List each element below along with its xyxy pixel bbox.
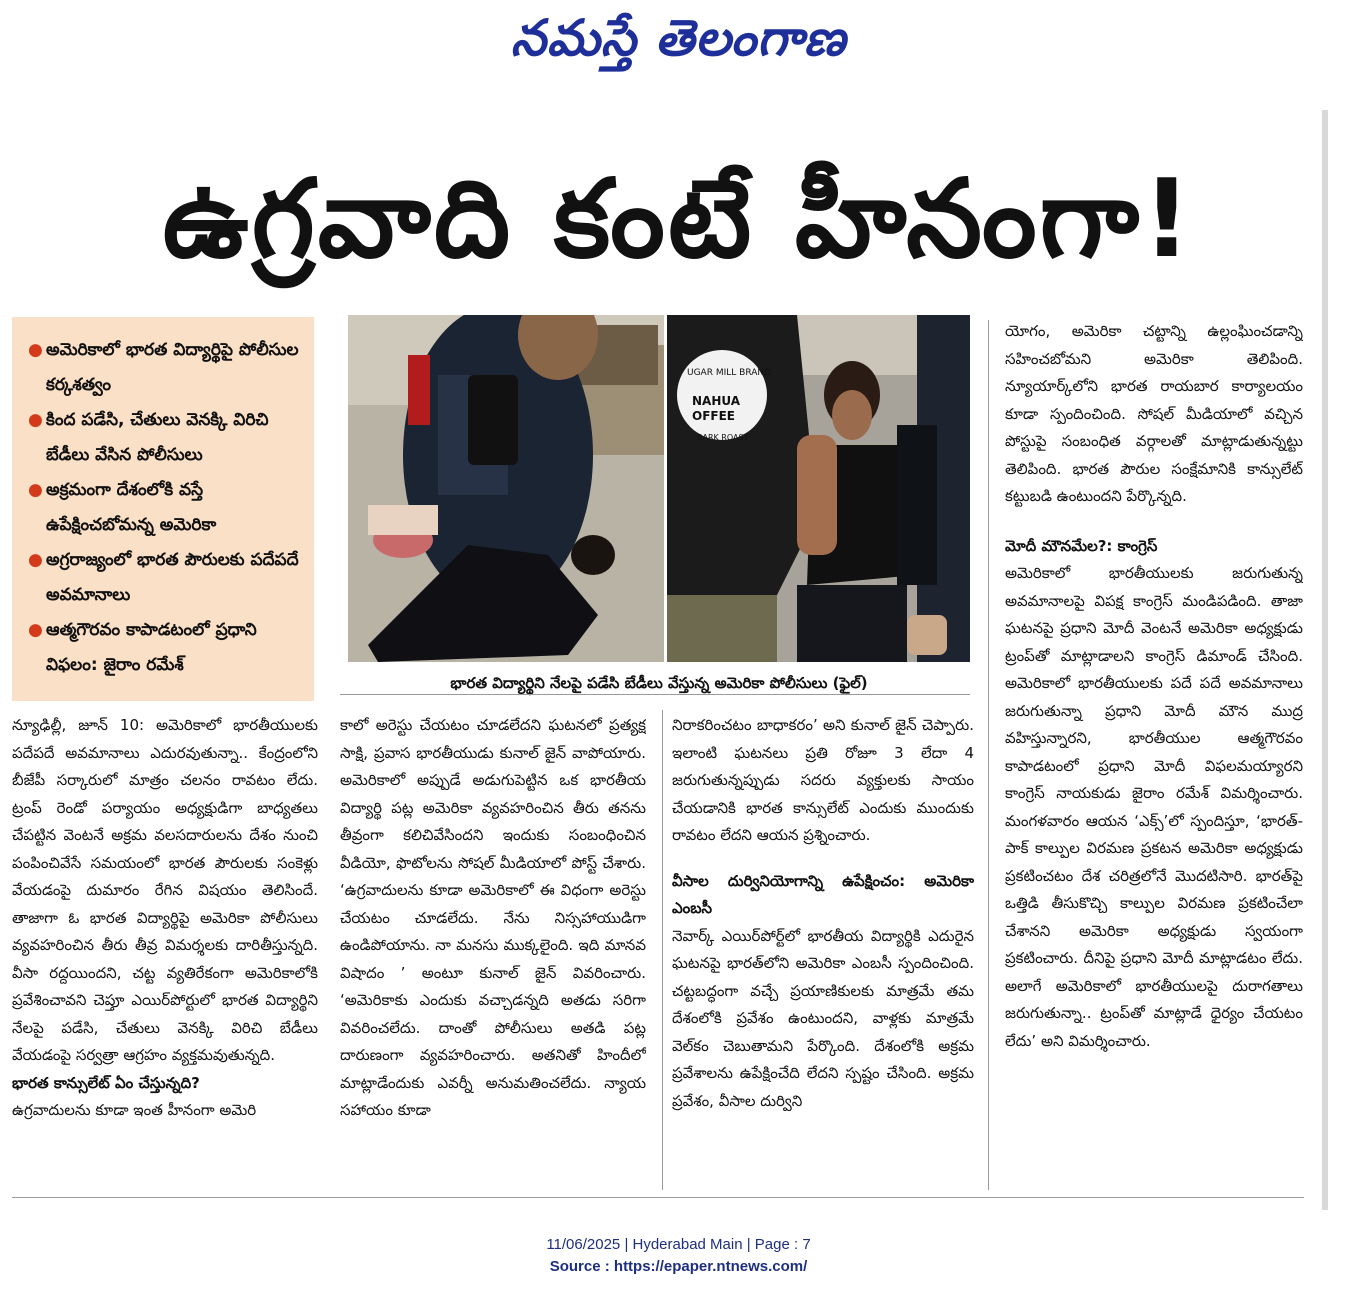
masthead-logo: నమస్తే తెలంగాణ xyxy=(510,8,847,67)
column-divider xyxy=(662,710,663,1190)
highlight-text: ఆత్మగౌరవం కాపాడటంలో ప్రధాని విఫలం: జైరాం రమేశ్ xyxy=(46,620,257,675)
bullet-icon: ● xyxy=(28,480,43,500)
headline: ఉగ్రవాది కంటే హీనంగా! xyxy=(162,157,1195,282)
spacer xyxy=(672,850,974,868)
highlight-text: అగ్రరాజ్యంలో భారత పౌరులకు పదేపదే అవమానాలు xyxy=(46,550,299,605)
bullet-icon: ● xyxy=(28,620,43,640)
article-column-3 xyxy=(672,712,974,1182)
article-paragraph: యోగం, అమెరికా చట్టాన్ని ఉల్లంఘించడాన్ని సహించబోమని అమెరికా తెలిపింది. న్యూయార్క్‌లోని భారత రాయబార కార్యాలయం కూడా స్పందించింది. సోషల్ మీడియాలో వచ్చిన పోస్టుపై సంబంధిత వర్గాలతో మాట్లాడుతున్నట్టు తెలిపింది. భారత పౌరుల సంక్షేమానికి కాన్సులేట్ కట్టుబడి ఉంటుందని పేర్కొన్నది. xyxy=(1005,322,1303,505)
page-edge-shadow xyxy=(1322,110,1328,1210)
article-paragraph: నెవార్క్ ఎయిర్‌పోర్ట్‌లో భారతీయ విద్యార్థికి ఎదురైన ఘటనపై భారత్‌లోని అమెరికా ఎంబసీ స్పందించింది. చట్టబద్ధంగా వచ్చే ప్రయాణికులకు మాత్రమే తమ దేశంలోకి ప్రవేశం ఉంటుందని, వాళ్లకు మాత్రమే వెల్‌కం చెబుతామని పేర్కొంది. దేశంలోకి అక్రమ ప్రవేశాలను ఉపేక్షించేది లేదని స్పష్టం చేసింది. అక్రమ ప్రవేశం, వీసాల దుర్విని xyxy=(672,926,974,1110)
column-divider xyxy=(988,320,989,1190)
footer-source: Source : https://epaper.ntnews.com/ xyxy=(549,1258,808,1275)
shirt-print: BARK ROAST xyxy=(697,433,749,442)
bullet-icon: ● xyxy=(28,550,43,570)
highlight-text: కింద పడేసి, చేతులు వెనక్కి విరిచి బేడీలు వేసిన పోలీసులు xyxy=(46,410,269,465)
photo-left-panel xyxy=(348,315,664,662)
highlight-item xyxy=(28,333,302,403)
shirt-print: NAHUA xyxy=(692,394,741,408)
highlight-text: అక్రమంగా దేశంలోకి వస్తే ఉపేక్షించబోమన్న అమెరికా xyxy=(46,480,217,535)
highlight-item xyxy=(28,473,302,543)
article-subhead: వీసాల దుర్వినియోగాన్ని ఉపేక్షించం: అమెరికా ఎంబసీ xyxy=(672,871,974,917)
highlight-item xyxy=(28,403,302,473)
highlight-item xyxy=(28,613,302,683)
highlights-box xyxy=(12,317,314,701)
bottom-rule xyxy=(12,1197,1304,1198)
footer-date-edition: 11/06/2025 | Hyderabad Main | Page : 7 xyxy=(546,1236,811,1253)
shirt-print: UGAR MILL BRAND xyxy=(687,368,772,378)
bullet-icon: ● xyxy=(28,340,43,360)
article-subhead: మోదీ మౌనమేల?: కాంగ్రెస్ xyxy=(1005,536,1158,555)
spacer xyxy=(1005,511,1303,533)
photo-right-panel xyxy=(667,315,970,662)
photo-caption: భారత విద్యార్థిని నేలపై పడేసి బేడీలు వేస్తున్న అమెరికా పోలీసులు (ఫైల్) xyxy=(450,674,868,692)
bullet-icon: ● xyxy=(28,410,43,430)
article-column-4 xyxy=(1005,318,1303,1188)
article-column-1 xyxy=(12,712,318,1182)
article-paragraph: ఉగ్రవాదులను కూడా ఇంత హీనంగా అమెరి xyxy=(12,1101,257,1119)
article-paragraph: అమెరికాలో భారతీయులకు జరుగుతున్న అవమానాలపై విపక్ష కాంగ్రెస్ మండిపడింది. తాజా ఘటనపై ప్రధాని మోదీ వెంటనే అమెరికా అధ్యక్షుడు ట్రంప్‌తో మాట్లాడాలని కాంగ్రెస్ డిమాండ్ చేసింది. అమెరికాలో భారతీయులకు పదే పదే అవమానాలు జరుగుతున్నా ప్రధాని మోదీ మౌన ముద్ర వహిస్తున్నారని, భారతీయుల ఆత్మగౌరవం కాపాడటంలో ప్రధాని మోదీ విఫలమయ్యారని కాంగ్రెస్ నాయకుడు జైరాం రమేశ్ విమర్శించారు. మంగళవారం ఆయన ‘ఎక్స్’లో స్పందిస్తూ, ‘భారత్-పాక్ కాల్పుల విరమణ ప్రకటన అమెరికా అధ్యక్షుడు ప్రకటించటం దేశ చరిత్రలోనే మొదటిసారి. భారత్‌పై ఒత్తిడి తీసుకొచ్చి కాల్పుల విరమణ ప్రకటించేలా చేశానని అమెరికా అధ్యక్షుడు స్వయంగా ప్రకటించారు. దీనిపై ప్రధాని మోదీ మాట్లాడటం లేదు. అలాగే అమెరికాలో భారతీయులపై దురాగతాలు జరుగుతున్నా.. ట్రంప్‌తో మాట్లాడే ధైర్యం చేయటం లేదు’ అని విమర్శించారు. xyxy=(1005,564,1303,1050)
article-column-2 xyxy=(340,712,646,1182)
highlight-item xyxy=(28,543,302,613)
shirt-print: OFFEE xyxy=(692,409,735,423)
caption-rule xyxy=(340,694,970,695)
news-photo xyxy=(348,315,970,662)
article-paragraph: నిరాకరించటం బాధాకరం’ అని కునాల్ జైన్ చెప్పారు. ఇలాంటి ఘటనలు ప్రతి రోజూ 3 లేదా 4 జరుగుతున్నప్పుడు సదరు వ్యక్తులకు సాయం చేయడానికి భారత కాన్సులేట్ ఎందుకు ముందుకు రావటం లేదని ఆయన ప్రశ్నించారు. xyxy=(672,716,974,844)
highlight-text: అమెరికాలో భారత విద్యార్థిపై పోలీసుల కర్కశత్వం xyxy=(46,340,299,395)
article-subhead: భారత కాన్సులేట్ ఏం చేస్తున్నది? xyxy=(12,1073,200,1092)
article-paragraph: న్యూఢిల్లీ, జూన్ 10: అమెరికాలో భారతీయులకు పదేపదే అవమానాలు ఎదురవుతున్నా.. కేంద్రంలోని బీజేపీ సర్కారులో మాత్రం చలనం రావటం లేదు. ట్రంప్ రెండో పర్యాయం అధ్యక్షుడిగా బాధ్యతలు చేపట్టిన వెంటనే అక్రమ వలసదారులను దేశం నుంచి పంపించివేసే సమయంలో భారత పౌరులకు సంకెళ్లు వేయడంపై దుమారం రేగిన విషయం తెలిసిందే. తాజాగా ఓ భారత విద్యార్థిపై అమెరికా పోలీసులు వ్యవహరించిన తీరు తీవ్ర విమర్శలకు దారితీస్తున్నది. వీసా రద్దయిందని, చట్ట వ్యతిరేకంగా అమెరికాలోకి ప్రవేశించావని చెప్తూ ఎయిర్‌పోర్టులో భారత విద్యార్థిని నేలపై పడేసి, చేతులు వెనక్కి విరిచి బేడీలు వేయడంపై సర్వత్రా ఆగ్రహం వ్యక్తమవుతున్నది. xyxy=(12,716,318,1064)
article-paragraph: కాలో అరెస్టు చేయటం చూడలేదని ఘటనలో ప్రత్యక్ష సాక్షి, ప్రవాస భారతీయుడు కునాల్ జైన్ వాపోయారు. అమెరికాలో అప్పుడే అడుగుపెట్టిన ఒక భారతీయ విద్యార్థి పట్ల అమెరికా వ్యవహరించిన తీరు తనను తీవ్రంగా కలిచివేసిందని ఇందుకు సంబంధించిన వీడియో, ఫొటోలను సోషల్ మీడియాలో పోస్ట్ చేశారు. ‘ఉగ్రవాదులను కూడా అమెరికాలో ఈ విధంగా అరెస్టు చేయటం చూడలేదు. నేను నిస్సహాయుడిగా ఉండిపోయాను. నా మనసు ముక్కలైంది. ఇది మానవ విషాదం ’ అంటూ కునాల్ జైన్ వివరించారు. ‘అమెరికాకు ఎందుకు వచ్చాడన్నది అతడు సరిగా వివరించలేదు. దాంతో పోలీసులు అతడి పట్ల దారుణంగా వ్యవహరించారు. అతనితో హిందీలో మాట్లాడేందుకు ఎవర్నీ అనుమతించలేదు. న్యాయ సహాయం కూడా xyxy=(340,716,646,1119)
